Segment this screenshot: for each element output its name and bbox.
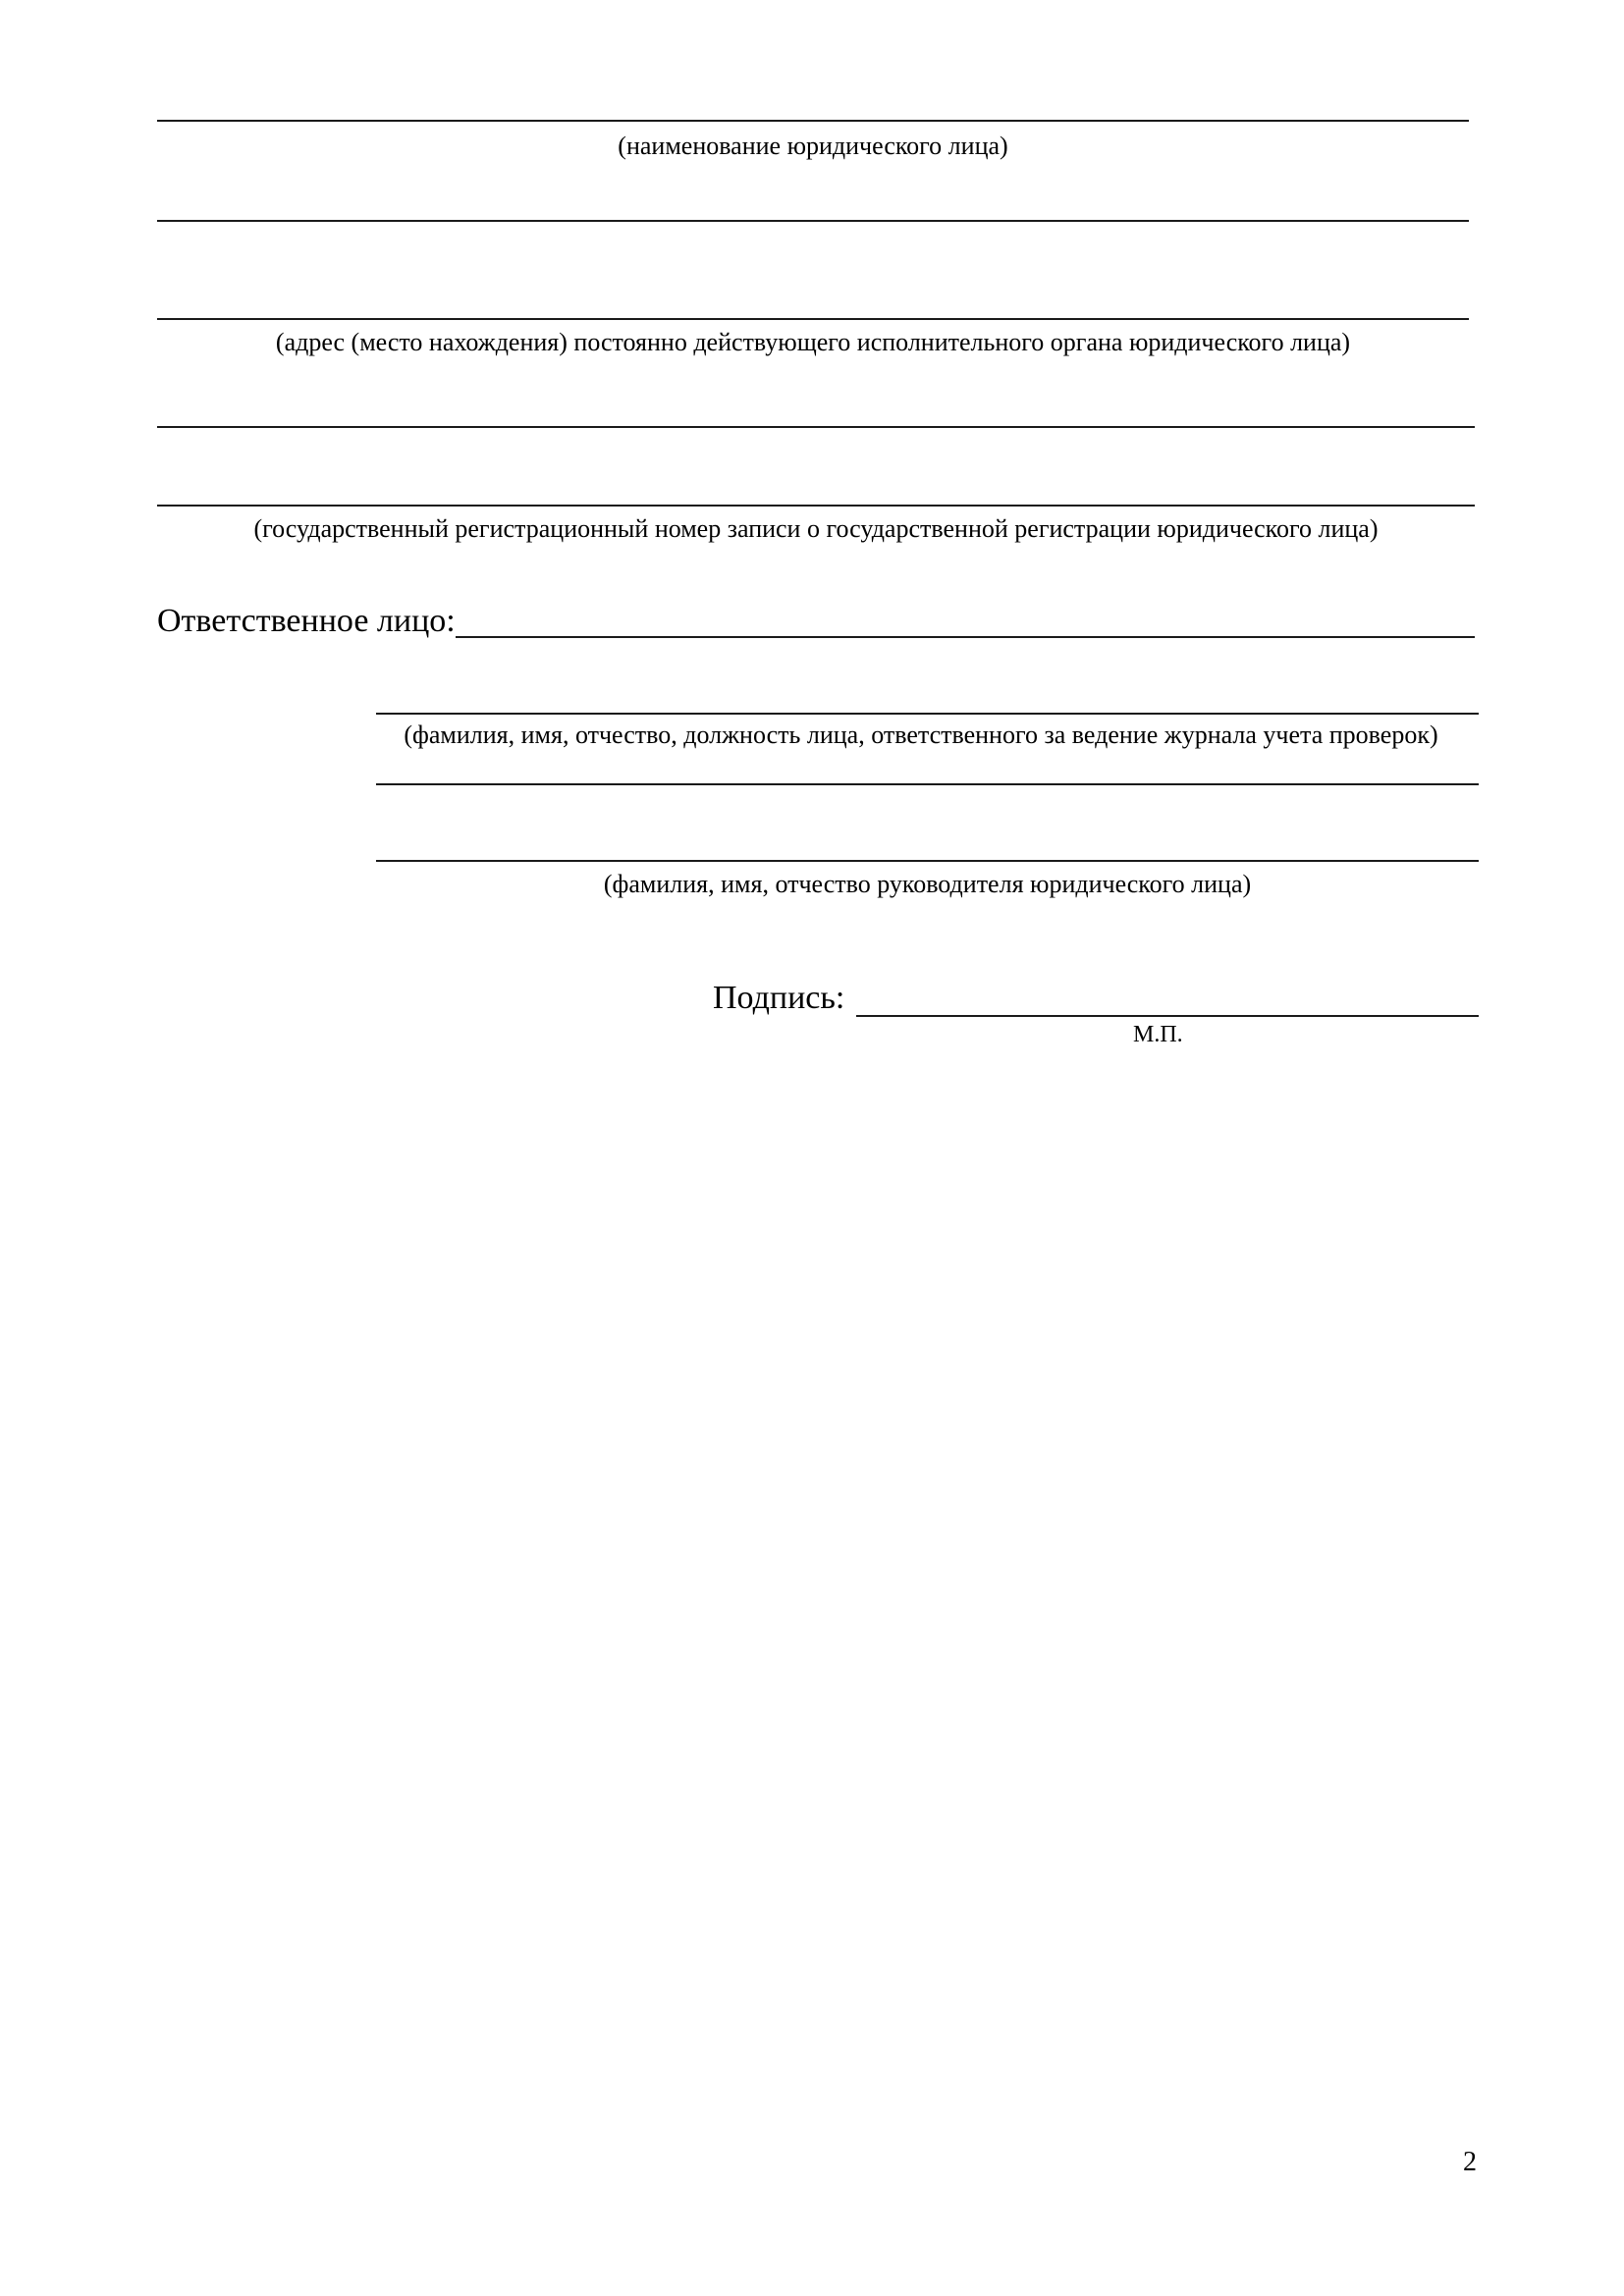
address-line-1[interactable] [157, 220, 1469, 222]
page-number: 2 [1463, 2147, 1477, 2177]
responsible-details-line[interactable] [376, 713, 1479, 715]
signature-line[interactable] [856, 1015, 1479, 1017]
signature-label: Подпись: [713, 980, 845, 1016]
head-name-line[interactable] [376, 860, 1479, 862]
head-name-caption: (фамилия, имя, отчество руководителя юридического лица) [603, 870, 1252, 898]
responsible-extra-line[interactable] [376, 783, 1479, 785]
entity-name-line[interactable] [157, 120, 1469, 122]
seal-placeholder: М.П. [1133, 1022, 1183, 1047]
registration-caption: (государственный регистрационный номер записи о государственной регистрации юридического лица) [253, 514, 1379, 543]
responsible-details-caption: (фамилия, имя, отчество, должность лица, ответственного за ведение журнала учета проверок) [404, 721, 1438, 749]
registration-line-2[interactable] [157, 505, 1475, 507]
address-line-2[interactable] [157, 318, 1469, 320]
registration-line-1[interactable] [157, 426, 1475, 428]
address-caption: (адрес (место нахождения) постоянно действующего исполнительного органа юридического лица) [275, 328, 1351, 356]
entity-name-caption: (наименование юридического лица) [618, 132, 1008, 160]
responsible-person-label: Ответственное лицо: [157, 603, 456, 639]
responsible-person-line[interactable] [456, 636, 1475, 638]
